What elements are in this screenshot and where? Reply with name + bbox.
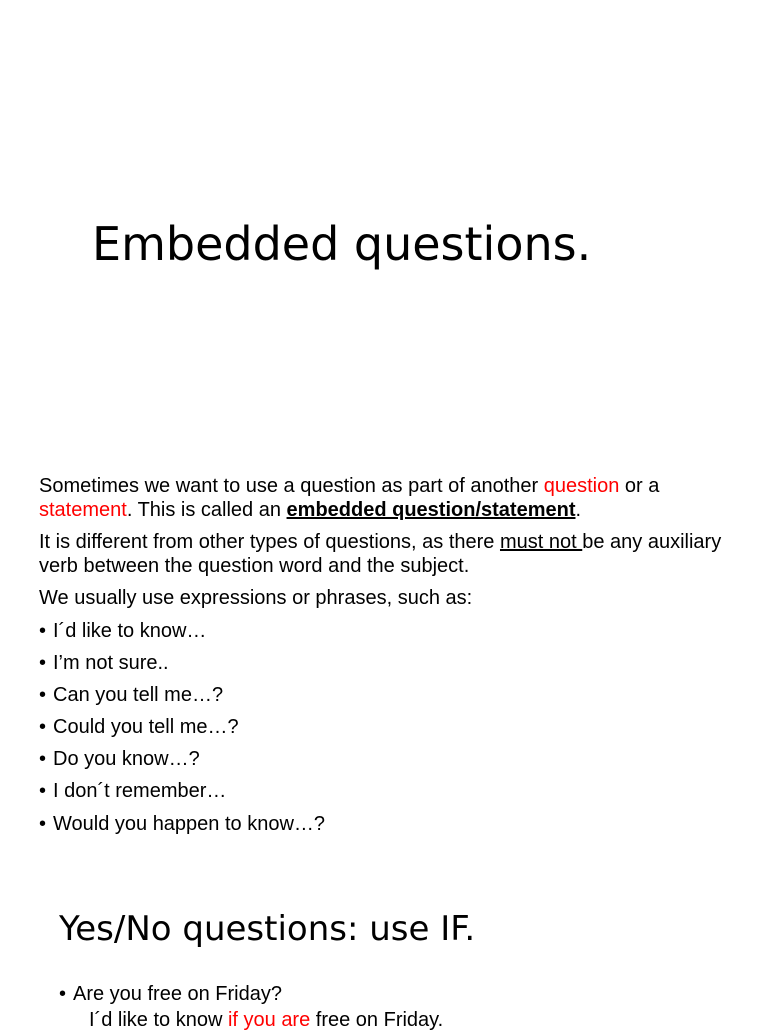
list-item-text: Can you tell me…? [53, 683, 224, 706]
bullet-icon: • [39, 651, 47, 674]
yes-no-examples [59, 983, 749, 1035]
bullet-icon: • [39, 748, 47, 771]
intro-text: . [575, 498, 582, 521]
bullet-icon: • [59, 983, 67, 1005]
bullet-icon: • [39, 716, 47, 739]
example-answer-text: I´d like to know [89, 1009, 228, 1031]
list-item [39, 620, 739, 652]
intro-paragraph [39, 475, 739, 522]
list-item [39, 684, 739, 716]
slide-title: Embedded questions. [92, 217, 592, 271]
section-heading: Yes/No questions: use IF. [59, 909, 476, 949]
emphasis-must-not: must not [499, 531, 583, 553]
list-item [39, 652, 739, 684]
intro-text: . This is called an [126, 498, 287, 521]
intro-text: or a [619, 475, 660, 497]
explanation-body [39, 475, 739, 845]
list-item [39, 716, 739, 748]
phrases-intro: We usually use expressions or phrases, such as: [39, 587, 473, 609]
bullet-icon: • [39, 812, 47, 835]
example-answer [59, 1009, 749, 1035]
bullet-icon: • [39, 683, 47, 706]
intro-text: Sometimes we want to use a question as part of another [39, 475, 544, 497]
list-item-text: Could you tell me…? [53, 716, 239, 739]
list-item [39, 780, 739, 812]
rule-text: be any auxiliary verb between the question word and the subject. [39, 531, 722, 577]
term-embedded-question: embedded question/statement [286, 498, 576, 521]
list-item-text: I’m not sure.. [53, 651, 169, 674]
rule-paragraph [39, 531, 739, 578]
highlight-question: question [543, 475, 620, 497]
phrase-list [39, 620, 739, 845]
list-item-text: I´d like to know… [53, 619, 207, 642]
list-item-text: Do you know…? [53, 748, 200, 771]
bullet-icon: • [39, 780, 47, 803]
highlight-statement: statement [39, 498, 127, 521]
example-question [59, 983, 749, 1009]
bullet-icon: • [39, 619, 47, 642]
example-question-text: Are you free on Friday? [73, 983, 282, 1005]
rule-text: It is different from other types of questions, as there [39, 531, 500, 553]
list-item-text: Would you happen to know…? [53, 812, 326, 835]
list-item [39, 813, 739, 845]
list-item-text: I don´t remember… [53, 780, 227, 803]
list-item [39, 748, 739, 780]
example-answer-text: free on Friday. [310, 1009, 444, 1031]
highlight-if-you-are: if you are [227, 1009, 311, 1031]
